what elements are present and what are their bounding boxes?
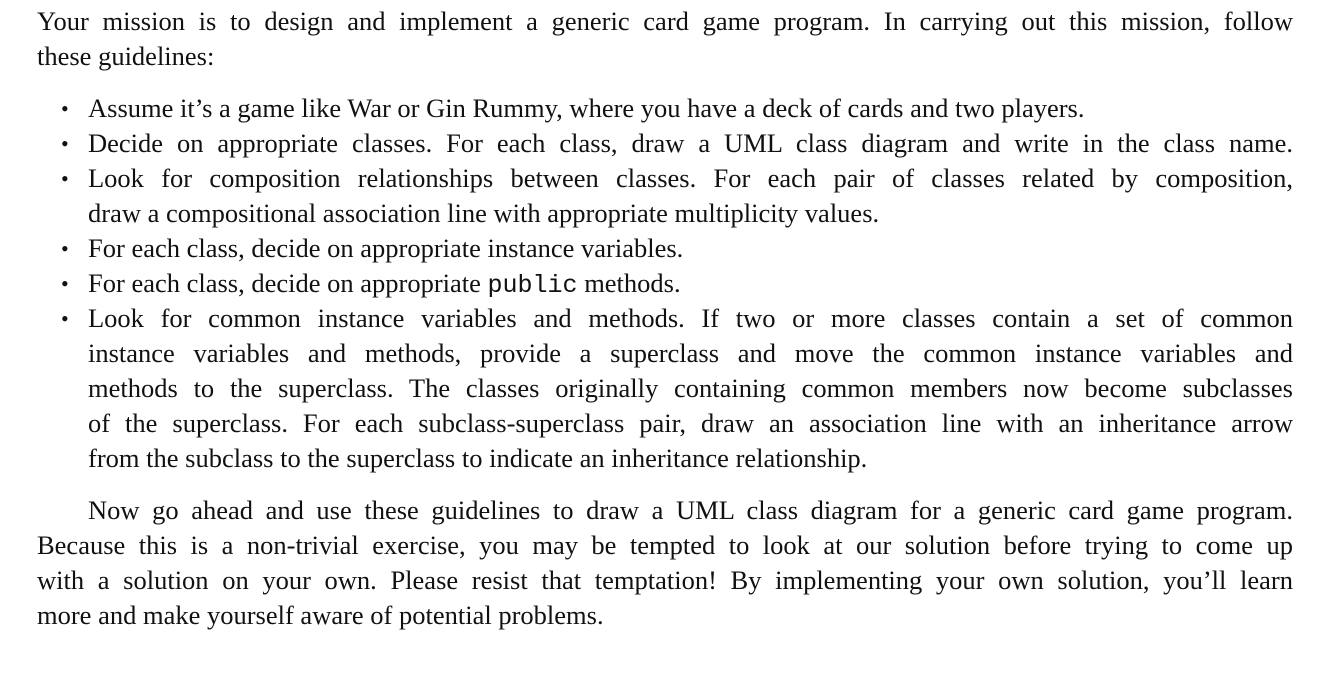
text-line: Decide on appropriate classes. For each class, draw a UML class diagram and write in the class name. (88, 128, 1293, 158)
text-segment: For each class, decide on appropriate (88, 268, 488, 298)
text-line: from the subclass to the superclass to indicate an inheritance relationship. (88, 443, 868, 473)
text-line: Look for common instance variables and methods. If two or more classes contain a set of common (88, 303, 1293, 333)
list-item (37, 266, 1293, 301)
text-line: more and make yourself aware of potential problems. (37, 600, 604, 630)
bullet-icon: • (61, 131, 69, 156)
text-line: draw a compositional association line with appropriate multiplicity values. (88, 198, 880, 228)
bullet-icon: • (61, 96, 69, 121)
text-segment: methods. (577, 268, 681, 298)
text-line: these guidelines: (37, 41, 215, 71)
list-item (37, 301, 1293, 476)
bullet-icon: • (61, 306, 69, 331)
list-item (37, 161, 1293, 231)
text-line: Assume it’s a game like War or Gin Rummy, where you have a deck of cards and two players. (88, 93, 1085, 123)
text-line: with a solution on your own. Please resist that temptation! By implementing your own solution, you’ll learn (37, 565, 1293, 595)
code-keyword: public (487, 271, 578, 300)
text-line: of the superclass. For each subclass-superclass pair, draw an association line with an inheritance arrow (88, 408, 1293, 438)
text-line: Look for composition relationships between classes. For each pair of classes related by composition, (88, 163, 1293, 193)
intro-paragraph (37, 4, 1293, 74)
text-line: Your mission is to design and implement a generic card game program. In carrying out this mission, follow (37, 6, 1293, 36)
list-item (37, 126, 1293, 161)
list-item (37, 91, 1293, 126)
bullet-icon: • (61, 166, 69, 191)
text-line: methods to the superclass. The classes originally containing common members now become subclasses (88, 373, 1293, 403)
bullet-icon: • (61, 236, 69, 261)
text-line (88, 266, 1293, 301)
text-line: Now go ahead and use these guidelines to draw a UML class diagram for a generic card game program. (88, 495, 1293, 525)
text-line: Because this is a non-trivial exercise, you may be tempted to look at our solution before trying to come up (37, 530, 1293, 560)
text-line: For each class, decide on appropriate instance variables. (88, 233, 684, 263)
bullet-icon: • (61, 271, 69, 296)
document-page (37, 4, 1293, 633)
closing-paragraph (37, 493, 1293, 633)
list-item (37, 231, 1293, 266)
text-line: instance variables and methods, provide a superclass and move the common instance variables and (88, 338, 1293, 368)
guidelines-list (37, 91, 1293, 476)
